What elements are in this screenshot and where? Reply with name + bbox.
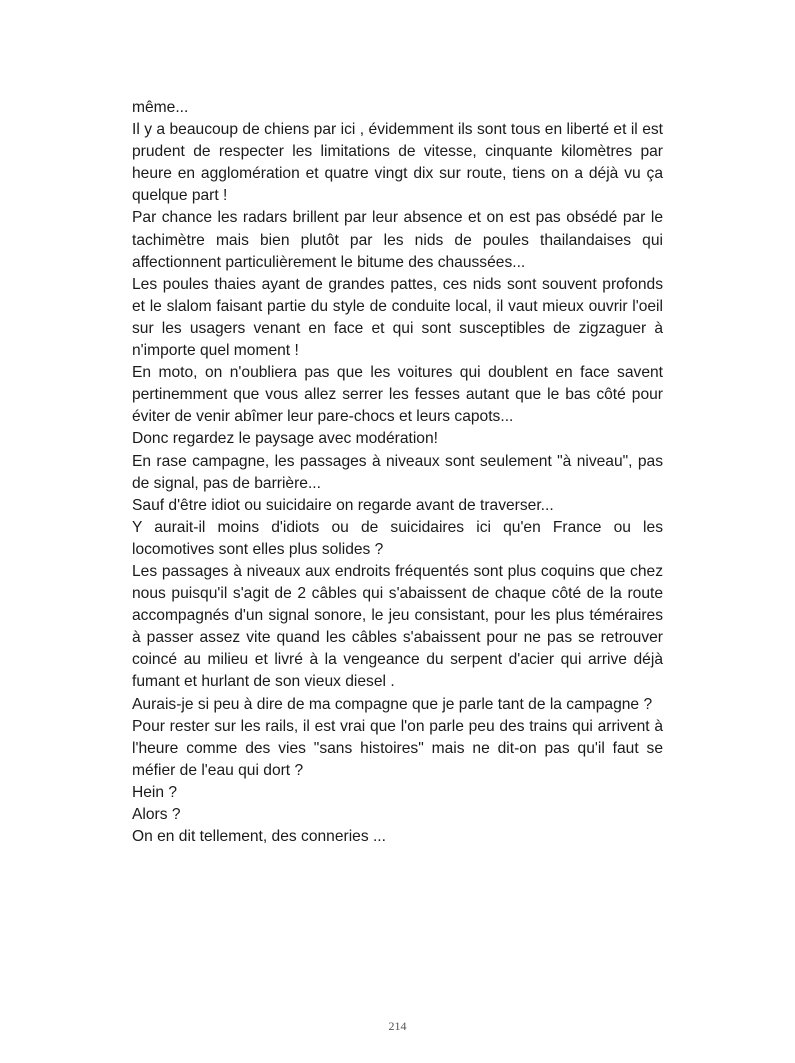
- paragraph: Hein ?: [132, 783, 178, 801]
- paragraph: Y aurait-il moins d'idiots ou de suicidaires ici qu'en France ou les locomotives sont elles plus solides ?: [132, 518, 663, 558]
- paragraph: Pour rester sur les rails, il est vrai que l'on parle peu des trains qui arrivent à l'heure comme des vies "sans histoires" mais ne dit-on pas qu'il faut se méfier de l'eau qui dort ?: [132, 717, 663, 779]
- paragraph: En rase campagne, les passages à niveaux sont seulement "à niveau", pas de signal, pas de barrière...: [132, 452, 663, 492]
- page-number: 214: [388, 1019, 407, 1033]
- paragraph: Par chance les radars brillent par leur absence et on est pas obsédé par le tachimètre mais bien plutôt par les nids de poules thailandaises qui affectionnent particulièrement le bitume des chaussées...: [132, 209, 663, 271]
- paragraph: Aurais-je si peu à dire de ma compagne que je parle tant de la campagne ?: [132, 695, 653, 713]
- body-text: [132, 97, 663, 848]
- paragraph: Donc regardez le paysage avec modération!: [132, 430, 438, 448]
- paragraph: En moto, on n'oubliera pas que les voitures qui doublent en face savent pertinemment que vous allez serrer les fesses autant que le bas côté pour éviter de venir abîmer leur pare-chocs et leurs capots...: [132, 364, 663, 426]
- paragraph: On en dit tellement, des conneries ...: [132, 828, 386, 846]
- paragraph: même...: [132, 99, 189, 116]
- paragraph: Alors ?: [132, 806, 181, 823]
- paragraph: Sauf d'être idiot ou suicidaire on regarde avant de traverser...: [132, 496, 554, 514]
- paragraph: Les passages à niveaux aux endroits fréquentés sont plus coquins que chez nous puisqu'il s'agit de 2 câbles qui s'abaissent de chaque côté de la route accompagnés d'un signal sonore, le jeu consistant, pour les plus téméraires à passer assez vite quand les câbles s'abaissent pour ne pas se retrouver coincé au milieu et livré à la vengeance du serpent d'acier qui arrive déjà fumant et hurlant de son vieux diesel .: [132, 562, 663, 691]
- paragraph: Les poules thaies ayant de grandes pattes, ces nids sont souvent profonds et le slalom faisant partie du style de conduite local, il vaut mieux ouvrir l'oeil sur les usagers venant en face et qui sont susceptibles de zigzaguer à n'importe quel moment !: [132, 275, 663, 360]
- paragraph: Il y a beaucoup de chiens par ici , évidemment ils sont tous en liberté et il est prudent de respecter les limitations de vitesse, cinquante kilomètres par heure en agglomération et quatre vingt dix sur route, tiens on a déjà vu ça quelque part !: [132, 121, 663, 205]
